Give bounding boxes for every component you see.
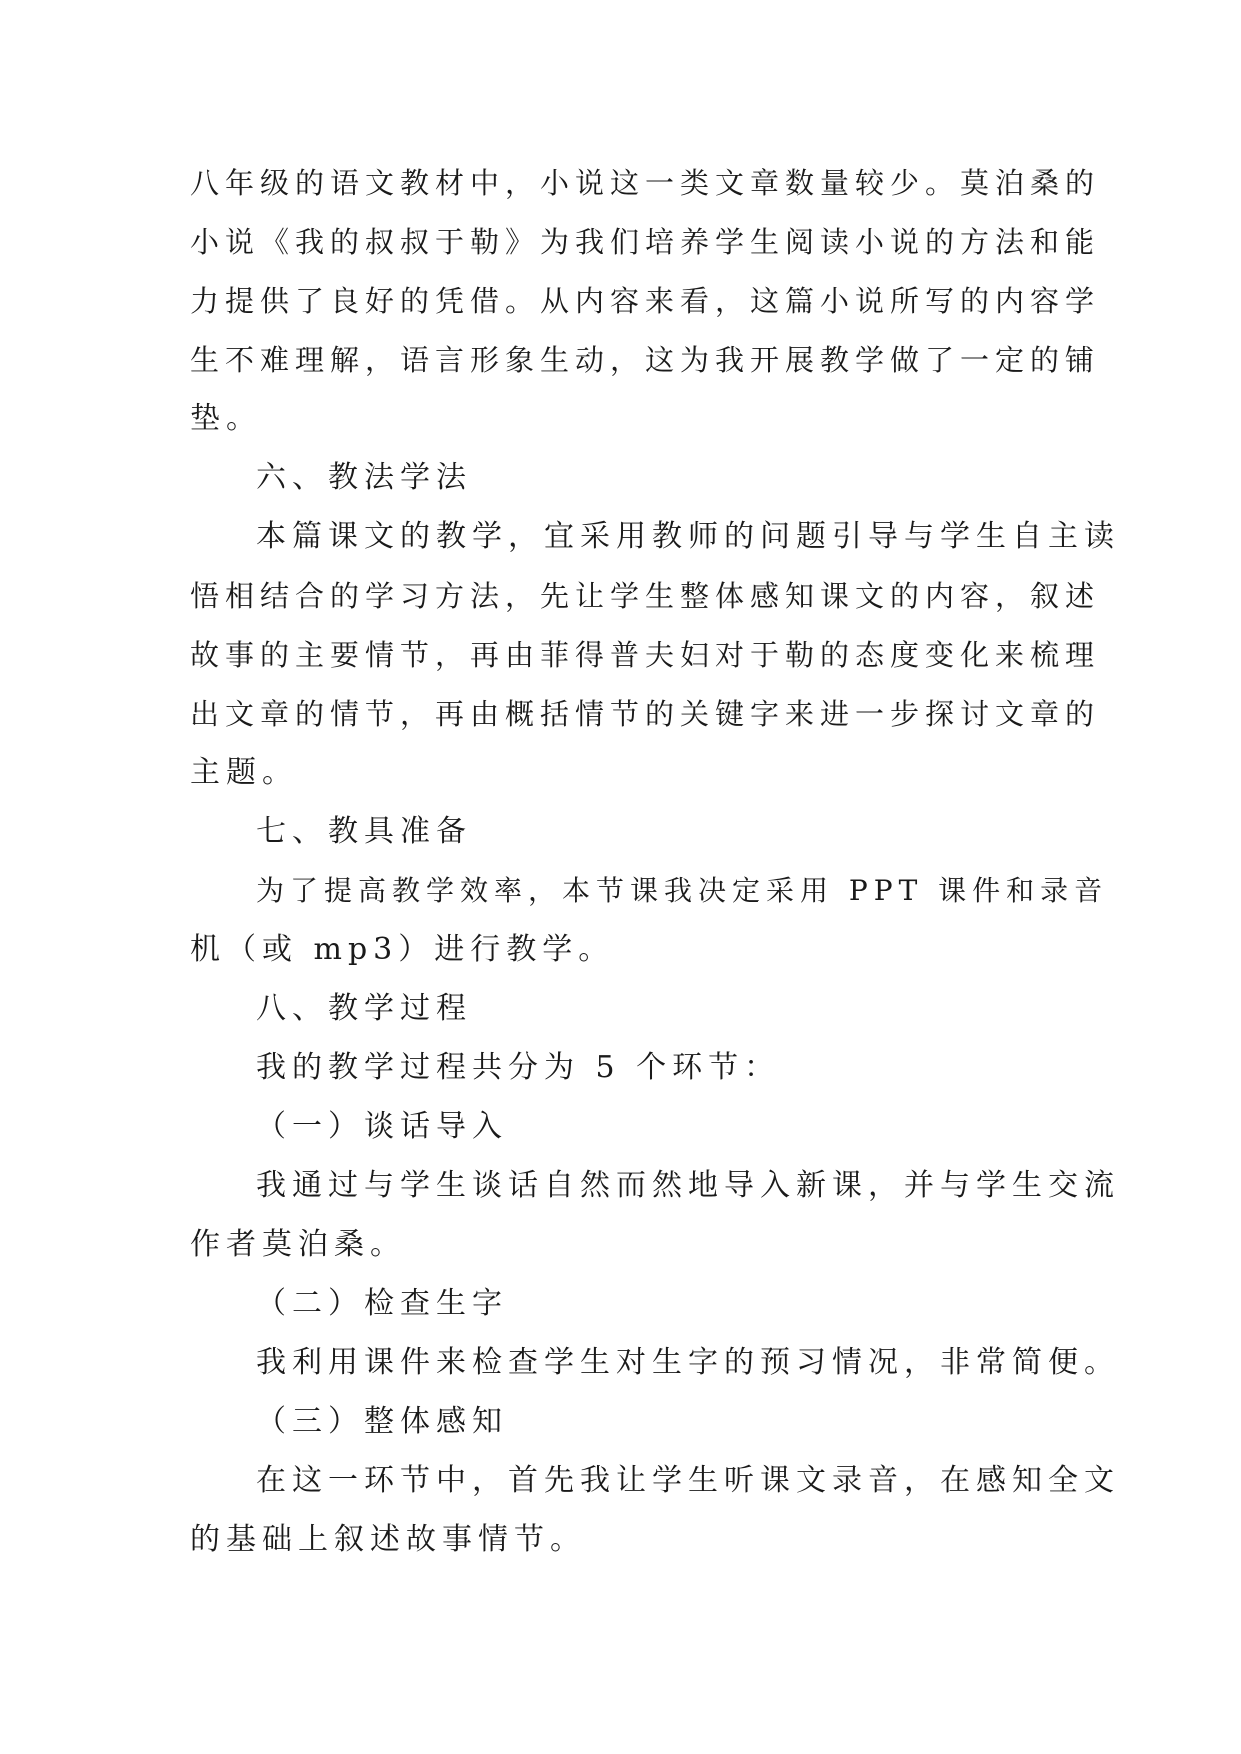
- paragraph-line: 机（或 mp3）进行教学。: [190, 932, 615, 967]
- paragraph-line: 我的教学过程共分为 5 个环节：: [256, 1050, 781, 1085]
- paragraph-line: 主题。: [190, 755, 298, 790]
- paragraph-line: 本篇课文的教学，宜采用教师的问题引导与学生自主读: [256, 519, 1120, 554]
- paragraph-line: 我利用课件来检查学生对生字的预习情况，非常简便。: [256, 1345, 1120, 1380]
- paragraph-line: 生不难理解，语言形象生动，这为我开展教学做了一定的铺: [190, 343, 1101, 377]
- paragraph-line: 在这一环节中，首先我让学生听课文录音，在感知全文: [256, 1463, 1120, 1498]
- paragraph-line: 力提供了良好的凭借。从内容来看，这篇小说所写的内容学: [190, 284, 1101, 318]
- subsection-heading: （一）谈话导入: [256, 1109, 508, 1144]
- paragraph-line: 为了提高教学效率，本节课我决定采用 PPT 课件和录音: [256, 874, 1109, 907]
- paragraph-line: 作者莫泊桑。: [190, 1227, 406, 1262]
- section-heading: 七、教具准备: [256, 814, 472, 849]
- paragraph-line: 垫。: [190, 401, 262, 436]
- paragraph-line: 八年级的语文教材中，小说这一类文章数量较少。莫泊桑的: [190, 166, 1101, 200]
- section-heading: 八、教学过程: [256, 991, 472, 1026]
- section-heading: 六、教法学法: [256, 460, 472, 495]
- paragraph-line: 我通过与学生谈话自然而然地导入新课，并与学生交流: [256, 1168, 1120, 1203]
- paragraph-line: 的基础上叙述故事情节。: [190, 1522, 586, 1557]
- paragraph-line: 悟相结合的学习方法，先让学生整体感知课文的内容，叙述: [190, 579, 1101, 613]
- paragraph-line: 小说《我的叔叔于勒》为我们培养学生阅读小说的方法和能: [190, 225, 1101, 259]
- subsection-heading: （三）整体感知: [256, 1404, 508, 1439]
- subsection-heading: （二）检查生字: [256, 1286, 508, 1321]
- paragraph-line: 故事的主要情节，再由菲得普夫妇对于勒的态度变化来梳理: [190, 638, 1101, 672]
- paragraph-line: 出文章的情节，再由概括情节的关键字来进一步探讨文章的: [190, 697, 1101, 731]
